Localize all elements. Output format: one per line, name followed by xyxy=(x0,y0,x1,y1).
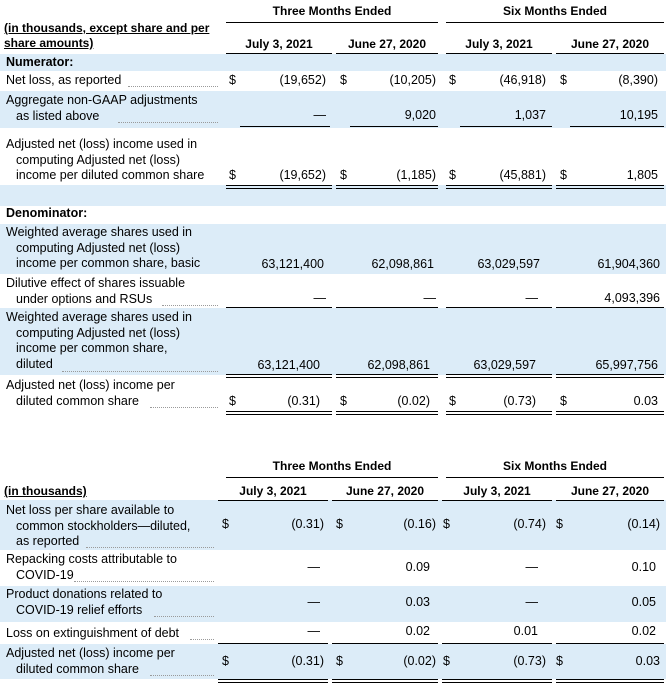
row-label: Adjusted net (loss) income per diluted common share xyxy=(6,378,175,408)
cell-value: (0.14) xyxy=(627,517,660,531)
dollar-sign: $ xyxy=(556,517,563,531)
cell-value: 0.09 xyxy=(405,560,430,574)
double-rule xyxy=(556,679,664,683)
cell-value: 63,121,400 xyxy=(257,358,320,372)
section-numerator-label: Numerator: xyxy=(6,55,74,69)
cell-value: 63,029,597 xyxy=(473,358,536,372)
group-header-three-months: Three Months Ended xyxy=(272,459,392,473)
col-header-q-2021: July 3, 2021 xyxy=(245,37,313,51)
double-rule xyxy=(218,679,328,683)
row-label: Net loss, as reported xyxy=(6,73,122,87)
group-header-three-months: Three Months Ended xyxy=(272,4,392,18)
stub-header: (in thousands) xyxy=(4,484,87,498)
rule xyxy=(446,22,664,23)
stub-header-line1: (in thousands, except share and per xyxy=(4,21,210,35)
row-label: Adjusted net (loss) income used in computing Adjusted net (loss) income per diluted common share xyxy=(6,137,205,182)
double-rule xyxy=(442,679,552,683)
cell-value: (0.31) xyxy=(291,654,324,668)
cell-value: (45,881) xyxy=(499,168,546,182)
cell-value: (0.73) xyxy=(513,654,546,668)
row-label: Weighted average shares used in computing Adjusted net (loss) income per common share, diluted xyxy=(6,310,192,371)
rule xyxy=(442,500,552,501)
rule xyxy=(218,500,328,501)
stub-header-line2: share amounts) xyxy=(4,36,94,50)
leader-dots xyxy=(86,547,214,548)
cell-value: (0.31) xyxy=(287,394,320,408)
group-header-six-months: Six Months Ended xyxy=(502,459,607,473)
cell-value: 62,098,861 xyxy=(371,257,434,271)
double-rule xyxy=(226,411,332,415)
double-rule xyxy=(556,411,664,415)
double-rule xyxy=(226,185,332,189)
double-rule xyxy=(226,374,332,378)
leader-dots xyxy=(74,581,214,582)
cell-value: (0.16) xyxy=(403,517,436,531)
cell-value: 62,098,861 xyxy=(367,358,430,372)
rule xyxy=(556,500,664,501)
leader-dots xyxy=(150,407,218,408)
cell-value: 0.01 xyxy=(513,624,538,638)
double-rule xyxy=(332,679,438,683)
section-denominator-label: Denominator: xyxy=(6,206,88,220)
dollar-sign: $ xyxy=(443,517,450,531)
rule xyxy=(336,307,438,308)
rule xyxy=(460,126,552,127)
dollar-sign: $ xyxy=(449,394,456,408)
cell-value: 65,997,756 xyxy=(595,358,658,372)
cell-value: 0.03 xyxy=(633,394,658,408)
cell-value: (19,652) xyxy=(279,168,326,182)
rule xyxy=(218,643,328,644)
dollar-sign: $ xyxy=(222,517,229,531)
double-rule xyxy=(556,185,664,189)
leader-dots xyxy=(118,122,218,123)
dollar-sign: $ xyxy=(443,654,450,668)
row-label: Weighted average shares used in computing Adjusted net (loss) income per common share, basic xyxy=(6,225,201,270)
cell-value: (0.31) xyxy=(291,517,324,531)
col-header-ytd-2020: June 27, 2020 xyxy=(570,484,650,498)
row-label: Net loss per share available to common stockholders—diluted, as reported xyxy=(6,503,191,548)
leader-dots xyxy=(128,86,218,87)
rule xyxy=(336,53,438,54)
cell-value: (46,918) xyxy=(499,73,546,87)
cell-value: 63,121,400 xyxy=(261,257,324,271)
cell-value: 1,037 xyxy=(514,108,546,122)
cell-value: 9,020 xyxy=(404,108,436,122)
rule xyxy=(226,307,332,308)
cell-value: 0.02 xyxy=(631,624,656,638)
cell-value: 0.05 xyxy=(631,595,656,609)
dollar-sign: $ xyxy=(560,73,567,87)
dollar-sign: $ xyxy=(229,73,236,87)
cell-value: — xyxy=(525,560,538,574)
cell-value: 0.03 xyxy=(405,595,430,609)
row-label: Product donations related to COVID-19 relief efforts xyxy=(6,587,163,617)
leader-dots xyxy=(62,371,218,372)
row-label: Loss on extinguishment of debt xyxy=(6,626,180,640)
dollar-sign: $ xyxy=(449,168,456,182)
cell-value: — xyxy=(313,108,326,122)
cell-value: (0.73) xyxy=(503,394,536,408)
cell-value: — xyxy=(423,291,436,305)
row-label: Adjusted net (loss) income per diluted common share xyxy=(6,646,175,676)
cell-value: (8,390) xyxy=(618,73,658,87)
dollar-sign: $ xyxy=(222,654,229,668)
cell-value: (19,652) xyxy=(279,73,326,87)
cell-value: — xyxy=(307,624,320,638)
rule xyxy=(446,53,552,54)
rule xyxy=(332,643,438,644)
dollar-sign: $ xyxy=(340,168,347,182)
cell-value: 1,805 xyxy=(626,168,658,182)
dollar-sign: $ xyxy=(556,654,563,668)
dollar-sign: $ xyxy=(340,73,347,87)
double-rule xyxy=(336,411,438,415)
rule xyxy=(226,53,332,54)
leader-dots xyxy=(190,639,214,640)
double-rule xyxy=(556,374,664,378)
cell-value: (0.02) xyxy=(397,394,430,408)
cell-value: (0.02) xyxy=(403,654,436,668)
row-label: Repacking costs attributable to COVID-19 xyxy=(6,552,177,582)
cell-value: (1,185) xyxy=(396,168,436,182)
dollar-sign: $ xyxy=(336,517,343,531)
cell-value: 0.10 xyxy=(631,560,656,574)
col-header-ytd-2021: July 3, 2021 xyxy=(463,484,531,498)
cell-value: — xyxy=(525,595,538,609)
col-header-q-2020: June 27, 2020 xyxy=(347,37,427,51)
rule xyxy=(570,126,664,127)
dollar-sign: $ xyxy=(560,394,567,408)
leader-dots xyxy=(154,616,214,617)
rule xyxy=(446,477,664,478)
cell-value: 0.02 xyxy=(405,624,430,638)
rule xyxy=(446,307,552,308)
cell-value: 63,029,597 xyxy=(477,257,540,271)
leader-dots xyxy=(162,305,218,306)
rule xyxy=(556,643,664,644)
col-header-ytd-2020: June 27, 2020 xyxy=(570,37,650,51)
band-numerator xyxy=(0,54,666,71)
col-header-q-2021: July 3, 2021 xyxy=(239,484,307,498)
dollar-sign: $ xyxy=(229,168,236,182)
rule xyxy=(442,643,552,644)
dollar-sign: $ xyxy=(229,394,236,408)
rule xyxy=(226,477,438,478)
rule xyxy=(240,126,330,127)
leader-dots xyxy=(150,675,214,676)
cell-value: — xyxy=(307,595,320,609)
dollar-sign: $ xyxy=(449,73,456,87)
double-rule xyxy=(336,185,438,189)
row-label: Dilutive effect of shares issuable under options and RSUs xyxy=(6,276,186,306)
rule xyxy=(350,126,438,127)
cell-value: — xyxy=(525,291,538,305)
cell-value: — xyxy=(307,560,320,574)
row-label: Aggregate non-GAAP adjustments as listed above xyxy=(6,93,198,123)
dollar-sign: $ xyxy=(336,654,343,668)
rule xyxy=(556,307,664,308)
cell-value: (0.74) xyxy=(513,517,546,531)
col-header-q-2020: June 27, 2020 xyxy=(345,484,425,498)
rule xyxy=(556,53,664,54)
col-header-ytd-2021: July 3, 2021 xyxy=(465,37,533,51)
rule xyxy=(332,500,438,501)
cell-value: 4,093,396 xyxy=(604,291,660,305)
dollar-sign: $ xyxy=(340,394,347,408)
double-rule xyxy=(336,374,438,378)
double-rule xyxy=(446,411,552,415)
double-rule xyxy=(446,185,552,189)
dollar-sign: $ xyxy=(560,168,567,182)
cell-value: 10,195 xyxy=(619,108,658,122)
cell-value: 0.03 xyxy=(635,654,660,668)
double-rule xyxy=(446,374,552,378)
cell-value: 61,904,360 xyxy=(597,257,660,271)
group-header-six-months: Six Months Ended xyxy=(502,4,607,18)
cell-value: — xyxy=(313,291,326,305)
cell-value: (10,205) xyxy=(389,73,436,87)
rule xyxy=(226,22,438,23)
